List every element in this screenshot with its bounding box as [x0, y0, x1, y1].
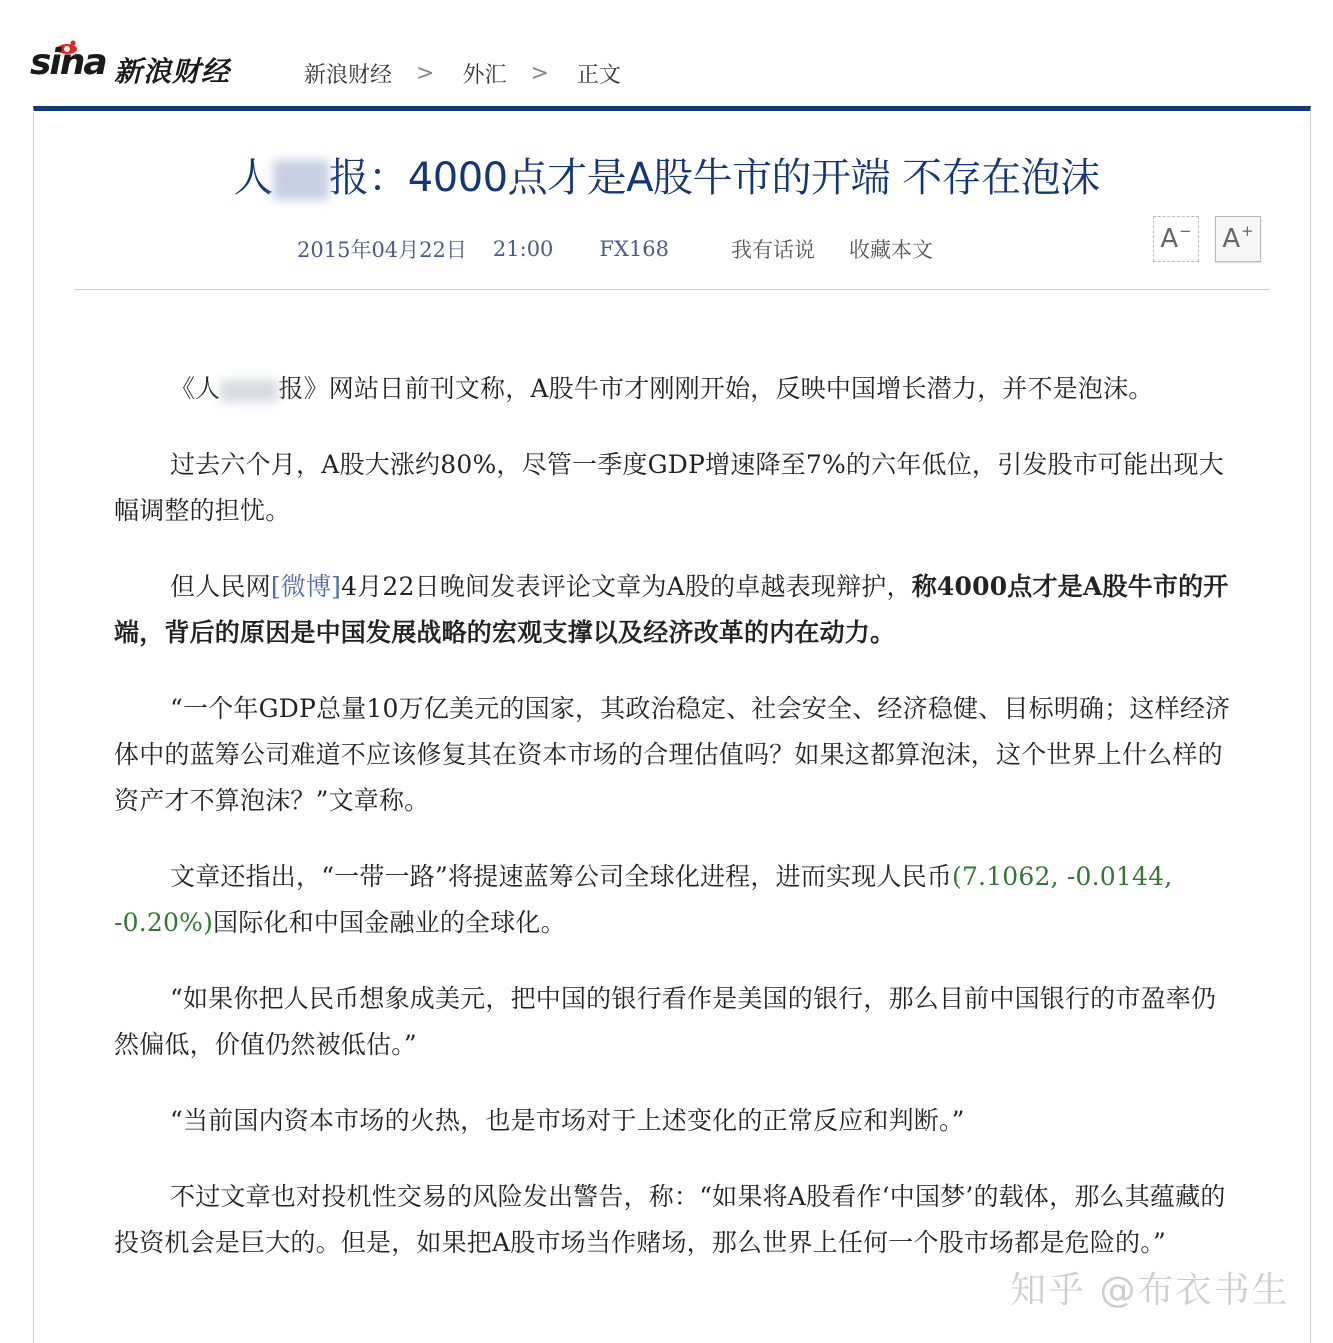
breadcrumb-forex[interactable]: 外汇 — [462, 63, 507, 88]
logo-cn-text: 新浪财经 — [114, 55, 231, 88]
article-body — [114, 366, 1239, 1296]
paragraph: 过去六个月，A股大涨约80%，尽管一季度GDP增速降至7%的六年低位，引发股市可能出现大幅调整的担忧。 — [114, 450, 1224, 525]
paragraph: “当前国内资本市场的火热，也是市场对于上述变化的正常反应和判断。” — [170, 1106, 965, 1135]
font-smaller-button[interactable] — [1153, 216, 1199, 262]
article-source: FX168 — [599, 237, 670, 261]
site-header — [0, 0, 1333, 106]
publish-date: 2015年04月22日 — [297, 238, 467, 262]
comment-link[interactable]: 我有话说 — [731, 238, 816, 262]
zhihu-watermark: 知乎 @布衣书生 — [1010, 1270, 1290, 1311]
sina-finance-logo[interactable] — [30, 40, 260, 92]
paragraph: 但人民网[微博]4月22日晚间发表评论文章为A股的卓越表现辩护，称4000点才是A股牛市的开端，背后的原因是中国发展战略的宏观支撑以及经济改革的内在动力。 — [114, 572, 1229, 647]
breadcrumb — [304, 58, 621, 89]
paragraph: “一个年GDP总量10万亿美元的国家，其政治稳定、社会安全、经济稳健、目标明确；这样经济体中的蓝筹公司难道不应该修复其在资本市场的合理估值吗？如果这都算泡沫，这个世界上什么样的资产才不算泡沫？”文章称。 — [114, 694, 1231, 815]
paragraph: 《人 报》网站日前刊文称，A股牛市才刚刚开始，反映中国增长潜力，并不是泡沫。 — [170, 374, 1154, 403]
paragraph: 文章还指出，“一带一路”将提速蓝筹公司全球化进程，进而实现人民币(7.1062, -0.0144, -0.20%)国际化和中国金融业的全球化。 — [114, 862, 1173, 937]
font-larger-button[interactable] — [1215, 216, 1261, 262]
font-smaller-icon: A — [1160, 224, 1179, 254]
rmb-link[interactable]: 人民币 — [876, 862, 952, 891]
bold-statement: 称4000点才是A股牛市的开端，背后的原因是中国发展战略的宏观支撑以及经济改革的内在动力。 — [114, 572, 1229, 647]
favorite-link[interactable]: 收藏本文 — [849, 238, 934, 262]
chevron-right-icon: > — [530, 61, 549, 86]
plus-icon: + — [1241, 222, 1254, 240]
article-meta — [297, 234, 933, 264]
title-suffix: 报：4000点才是A股牛市的开端 不存在泡沫 — [328, 155, 1100, 201]
title-divider — [75, 289, 1270, 290]
redacted-blur — [220, 380, 278, 402]
logo-sina-text: sina — [30, 42, 106, 83]
article-title — [0, 146, 1333, 203]
title-prefix: 人 — [233, 155, 273, 201]
rmb-quote: (7.1062, -0.0144, -0.20%) — [114, 862, 1173, 937]
publish-time: 21:00 — [492, 237, 554, 261]
breadcrumb-home[interactable]: 新浪财经 — [304, 63, 393, 88]
minus-icon: − — [1179, 222, 1192, 240]
weibo-link[interactable]: [微博] — [270, 572, 342, 601]
paragraph: 不过文章也对投机性交易的风险发出警告，称：“如果将A股看作‘中国梦’的载体，那么其蕴藏的投资机会是巨大的。但是，如果把A股市场当作赌场，那么世界上任何一个股市场都是危险的。” — [114, 1182, 1226, 1257]
chevron-right-icon: > — [416, 61, 435, 86]
breadcrumb-current: 正文 — [576, 63, 621, 88]
font-larger-icon: A — [1222, 224, 1241, 254]
redacted-blur — [273, 160, 329, 200]
paragraph: “如果你把人民币想象成美元，把中国的银行看作是美国的银行，那么目前中国银行的市盈率仍然偏低，价值仍然被低估。” — [114, 984, 1217, 1059]
